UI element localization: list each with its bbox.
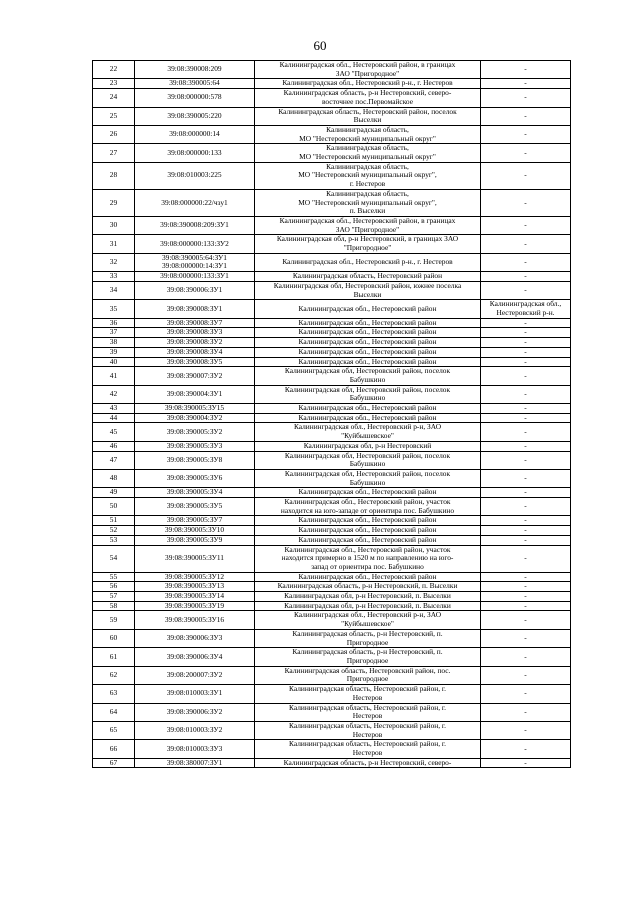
address-cell: Калининградская обл., Нестеровский район xyxy=(255,413,481,423)
note-cell: - xyxy=(481,235,571,253)
note-cell: - xyxy=(481,272,571,282)
address-cell: Калининградская обл., Нестеровский р-н, ЗАО "Куйбышевское" xyxy=(255,611,481,629)
address-cell: Калининградская область, Нестеровский район, г. Нестеров xyxy=(255,703,481,721)
cadastral-number-cell: 39:08:390004:ЗУ2 xyxy=(135,413,255,423)
table-row xyxy=(93,488,571,498)
note-cell: - xyxy=(481,498,571,516)
address-cell: Калининградская обл, Нестеровский район, поселок Бабушкино xyxy=(255,451,481,469)
row-number-cell: 36 xyxy=(93,318,135,328)
table-row xyxy=(93,162,571,189)
table-row xyxy=(93,423,571,441)
cadastral-number-cell: 39:08:390005:64:ЗУ1 39:08:000000:14:ЗУ1 xyxy=(135,253,255,271)
address-cell: Калининградская обл, р-н Нестеровский, п. Выселки xyxy=(255,592,481,602)
note-cell: - xyxy=(481,423,571,441)
table-row xyxy=(93,281,571,299)
note-cell: - xyxy=(481,758,571,768)
cadastral-number-cell: 39:08:390004:ЗУ1 xyxy=(135,385,255,403)
address-cell: Калининградская обл, р-н Нестеровский xyxy=(255,441,481,451)
cadastral-number-cell: 39:08:200007:ЗУ2 xyxy=(135,666,255,684)
row-number-cell: 51 xyxy=(93,516,135,526)
row-number-cell: 29 xyxy=(93,189,135,216)
note-cell: - xyxy=(481,526,571,536)
cadastral-number-cell: 39:08:390005:64 xyxy=(135,79,255,89)
cadastral-number-cell: 39:08:390005:ЗУ16 xyxy=(135,611,255,629)
table-row xyxy=(93,328,571,338)
note-cell: - xyxy=(481,61,571,79)
cadastral-number-cell: 39:08:390006:ЗУ3 xyxy=(135,629,255,647)
note-cell: - xyxy=(481,703,571,721)
address-cell: Калининградская обл, Нестеровский район, южнее поселка Выселки xyxy=(255,281,481,299)
row-number-cell: 24 xyxy=(93,89,135,107)
cadastral-number-cell: 39:08:390005:ЗУ11 xyxy=(135,545,255,572)
row-number-cell: 43 xyxy=(93,404,135,414)
table-row xyxy=(93,572,571,582)
table-row xyxy=(93,666,571,684)
cadastral-number-cell: 39:08:000000:578 xyxy=(135,89,255,107)
cadastral-number-cell: 39:08:390005:ЗУ10 xyxy=(135,526,255,536)
address-cell: Калининградская обл., Нестеровский р-н., г. Нестеров xyxy=(255,79,481,89)
note-cell: - xyxy=(481,367,571,385)
row-number-cell: 59 xyxy=(93,611,135,629)
table-row xyxy=(93,61,571,79)
row-number-cell: 60 xyxy=(93,629,135,647)
table-row xyxy=(93,545,571,572)
cadastral-number-cell: 39:08:390008:209:ЗУ1 xyxy=(135,216,255,234)
note-cell: - xyxy=(481,488,571,498)
table-row xyxy=(93,338,571,348)
row-number-cell: 54 xyxy=(93,545,135,572)
cadastral-number-cell: 39:08:390005:ЗУ2 xyxy=(135,423,255,441)
note-cell: - xyxy=(481,338,571,348)
address-cell: Калининградская обл., Нестеровский район, в границах ЗАО "Пригородное" xyxy=(255,61,481,79)
table-row xyxy=(93,272,571,282)
row-number-cell: 62 xyxy=(93,666,135,684)
row-number-cell: 53 xyxy=(93,535,135,545)
address-cell: Калининградская область, МО "Нестеровский муниципальный округ" xyxy=(255,144,481,162)
note-cell: - xyxy=(481,601,571,611)
cadastral-number-cell: 39:08:390006:ЗУ4 xyxy=(135,648,255,666)
row-number-cell: 44 xyxy=(93,413,135,423)
row-number-cell: 63 xyxy=(93,685,135,703)
note-cell: - xyxy=(481,144,571,162)
row-number-cell: 66 xyxy=(93,740,135,758)
table-row xyxy=(93,611,571,629)
table-row xyxy=(93,582,571,592)
note-cell: - xyxy=(481,413,571,423)
table-row xyxy=(93,451,571,469)
cadastral-number-cell: 39:08:390008:ЗУ2 xyxy=(135,338,255,348)
row-number-cell: 22 xyxy=(93,61,135,79)
row-number-cell: 48 xyxy=(93,469,135,487)
note-cell: - xyxy=(481,404,571,414)
land-plot-table xyxy=(92,60,571,768)
row-number-cell: 26 xyxy=(93,125,135,143)
table-row xyxy=(93,413,571,423)
note-cell: - xyxy=(481,582,571,592)
address-cell: Калининградская обл, р-н Нестеровский, п. Выселки xyxy=(255,601,481,611)
cadastral-number-cell: 39:08:390005:ЗУ12 xyxy=(135,572,255,582)
cadastral-number-cell: 39:08:390005:220 xyxy=(135,107,255,125)
note-cell: - xyxy=(481,441,571,451)
address-cell: Калининградская обл., Нестеровский район, участок находится примерно в 1520 м по направлению на юго- запад от ориентира пос. Бабушкино xyxy=(255,545,481,572)
address-cell: Калининградская область, р-н Нестеровский, северо- восточнее пос.Первомайское xyxy=(255,89,481,107)
cadastral-number-cell: 39:08:390005:ЗУ7 xyxy=(135,516,255,526)
row-number-cell: 64 xyxy=(93,703,135,721)
cadastral-number-cell: 39:08:390005:ЗУ19 xyxy=(135,601,255,611)
table-row xyxy=(93,703,571,721)
address-cell: Калининградская обл., Нестеровский район xyxy=(255,300,481,318)
row-number-cell: 25 xyxy=(93,107,135,125)
row-number-cell: 67 xyxy=(93,758,135,768)
cadastral-number-cell: 39:08:000000:22/чзу1 xyxy=(135,189,255,216)
note-cell: - xyxy=(481,572,571,582)
address-cell: Калининградская обл., Нестеровский район xyxy=(255,328,481,338)
row-number-cell: 34 xyxy=(93,281,135,299)
address-cell: Калининградская обл., Нестеровский район xyxy=(255,338,481,348)
table-row xyxy=(93,721,571,739)
table-row xyxy=(93,300,571,318)
table-row xyxy=(93,318,571,328)
row-number-cell: 27 xyxy=(93,144,135,162)
note-cell: - xyxy=(481,347,571,357)
note-cell: - xyxy=(481,535,571,545)
row-number-cell: 57 xyxy=(93,592,135,602)
cadastral-number-cell: 39:08:010003:ЗУ1 xyxy=(135,685,255,703)
page-number: 60 xyxy=(313,38,327,53)
table-row xyxy=(93,89,571,107)
cadastral-number-cell: 39:08:390005:ЗУ4 xyxy=(135,488,255,498)
table-body xyxy=(93,61,571,768)
row-number-cell: 45 xyxy=(93,423,135,441)
address-cell: Калининградская обл, Нестеровский район, поселок Бабушкино xyxy=(255,385,481,403)
table-row xyxy=(93,216,571,234)
cadastral-number-cell: 39:08:390006:ЗУ2 xyxy=(135,703,255,721)
address-cell: Калининградская обл., Нестеровский район, в границах ЗАО "Пригородное" xyxy=(255,216,481,234)
row-number-cell: 42 xyxy=(93,385,135,403)
address-cell: Калининградская область, р-н Нестеровский, п. Выселки xyxy=(255,582,481,592)
address-cell: Калининградская обл., Нестеровский район xyxy=(255,572,481,582)
table-row xyxy=(93,516,571,526)
cadastral-number-cell: 39:08:390008:ЗУ5 xyxy=(135,357,255,367)
note-cell: - xyxy=(481,629,571,647)
note-cell: - xyxy=(481,107,571,125)
cadastral-number-cell: 39:08:390005:ЗУ6 xyxy=(135,469,255,487)
note-cell: - xyxy=(481,253,571,271)
address-cell: Калининградская обл., Нестеровский район xyxy=(255,347,481,357)
address-cell: Калининградская обл., Нестеровский район xyxy=(255,535,481,545)
address-cell: Калининградская обл, р-н Нестеровский, в границах ЗАО "Пригородное" xyxy=(255,235,481,253)
table-row xyxy=(93,441,571,451)
table-row xyxy=(93,629,571,647)
table-row xyxy=(93,535,571,545)
row-number-cell: 49 xyxy=(93,488,135,498)
address-cell: Калининградская область, МО "Нестеровский муниципальный округ", г. Нестеров xyxy=(255,162,481,189)
note-cell: - xyxy=(481,216,571,234)
cadastral-number-cell: 39:08:390005:ЗУ3 xyxy=(135,441,255,451)
table-row xyxy=(93,758,571,768)
address-cell: Калининградская область, МО "Нестеровский муниципальный округ" xyxy=(255,125,481,143)
table-row xyxy=(93,347,571,357)
note-cell: - xyxy=(481,721,571,739)
table-row xyxy=(93,601,571,611)
cadastral-number-cell: 39:08:390005:ЗУ9 xyxy=(135,535,255,545)
row-number-cell: 30 xyxy=(93,216,135,234)
cadastral-number-cell: 39:08:000000:14 xyxy=(135,125,255,143)
row-number-cell: 55 xyxy=(93,572,135,582)
note-cell: - xyxy=(481,740,571,758)
table-row xyxy=(93,740,571,758)
row-number-cell: 47 xyxy=(93,451,135,469)
table-row xyxy=(93,125,571,143)
note-cell: - xyxy=(481,451,571,469)
row-number-cell: 58 xyxy=(93,601,135,611)
address-cell: Калининградская область, Нестеровский район, пос. Пригородное xyxy=(255,666,481,684)
row-number-cell: 38 xyxy=(93,338,135,348)
cadastral-number-cell: 39:08:390005:ЗУ15 xyxy=(135,404,255,414)
row-number-cell: 65 xyxy=(93,721,135,739)
table-row xyxy=(93,592,571,602)
row-number-cell: 52 xyxy=(93,526,135,536)
row-number-cell: 32 xyxy=(93,253,135,271)
table-row xyxy=(93,469,571,487)
note-cell: Калининградская обл., Нестеровский р-н. xyxy=(481,300,571,318)
note-cell: - xyxy=(481,469,571,487)
note-cell: - xyxy=(481,545,571,572)
row-number-cell: 33 xyxy=(93,272,135,282)
address-cell: Калининградская область, р-н Нестеровский, северо- xyxy=(255,758,481,768)
table-row xyxy=(93,79,571,89)
address-cell: Калининградская область, МО "Нестеровский муниципальный округ", п. Выселки xyxy=(255,189,481,216)
address-cell: Калининградская область, Нестеровский район, г. Нестеров xyxy=(255,740,481,758)
cadastral-number-cell: 39:08:390005:ЗУ8 xyxy=(135,451,255,469)
note-cell: - xyxy=(481,162,571,189)
table-row xyxy=(93,648,571,666)
row-number-cell: 61 xyxy=(93,648,135,666)
table-row xyxy=(93,404,571,414)
cadastral-number-cell: 39:08:390006:ЗУ1 xyxy=(135,281,255,299)
note-cell: - xyxy=(481,385,571,403)
address-cell: Калининградская обл., Нестеровский район xyxy=(255,526,481,536)
note-cell: - xyxy=(481,516,571,526)
cadastral-number-cell: 39:08:390008:ЗУ3 xyxy=(135,328,255,338)
note-cell: - xyxy=(481,357,571,367)
address-cell: Калининградская область, Нестеровский район xyxy=(255,272,481,282)
cadastral-number-cell: 39:08:390008:ЗУ7 xyxy=(135,318,255,328)
address-cell: Калининградская область, Нестеровский район, поселок Выселки xyxy=(255,107,481,125)
address-cell: Калининградская обл., Нестеровский р-н., г. Нестеров xyxy=(255,253,481,271)
address-cell: Калининградская обл., Нестеровский район, участок находится на юго-западе от ориентира пос. Бабушкино xyxy=(255,498,481,516)
table-row xyxy=(93,685,571,703)
note-cell: - xyxy=(481,79,571,89)
cadastral-number-cell: 39:08:390005:ЗУ13 xyxy=(135,582,255,592)
note-cell: - xyxy=(481,89,571,107)
row-number-cell: 28 xyxy=(93,162,135,189)
note-cell: - xyxy=(481,318,571,328)
cadastral-number-cell: 39:08:390007:ЗУ2 xyxy=(135,367,255,385)
row-number-cell: 39 xyxy=(93,347,135,357)
address-cell: Калининградская обл., Нестеровский район xyxy=(255,357,481,367)
row-number-cell: 56 xyxy=(93,582,135,592)
cadastral-number-cell: 39:08:010003:ЗУ3 xyxy=(135,740,255,758)
cadastral-number-cell: 39:08:000000:133 xyxy=(135,144,255,162)
address-cell: Калининградская обл., Нестеровский район xyxy=(255,488,481,498)
cadastral-number-cell: 39:08:380007:ЗУ1 xyxy=(135,758,255,768)
cadastral-number-cell: 39:08:000000:133:ЗУ2 xyxy=(135,235,255,253)
row-number-cell: 35 xyxy=(93,300,135,318)
row-number-cell: 46 xyxy=(93,441,135,451)
row-number-cell: 40 xyxy=(93,357,135,367)
note-cell: - xyxy=(481,328,571,338)
table-row xyxy=(93,253,571,271)
note-cell: - xyxy=(481,281,571,299)
table-row xyxy=(93,235,571,253)
note-cell: - xyxy=(481,592,571,602)
cadastral-number-cell: 39:08:010003:ЗУ2 xyxy=(135,721,255,739)
table-row xyxy=(93,357,571,367)
address-cell: Калининградская обл., Нестеровский р-н, ЗАО "Куйбышевское" xyxy=(255,423,481,441)
address-cell: Калининградская обл., Нестеровский район xyxy=(255,516,481,526)
cadastral-number-cell: 39:08:000000:133:ЗУ1 xyxy=(135,272,255,282)
table-row xyxy=(93,189,571,216)
address-cell: Калининградская обл., Нестеровский район xyxy=(255,318,481,328)
row-number-cell: 41 xyxy=(93,367,135,385)
table-row xyxy=(93,498,571,516)
address-cell: Калининградская область, Нестеровский район, г. Нестеров xyxy=(255,721,481,739)
table-row xyxy=(93,144,571,162)
address-cell: Калининградская область, р-н Нестеровский, п. Пригородное xyxy=(255,629,481,647)
cadastral-number-cell: 39:08:390008:ЗУ4 xyxy=(135,347,255,357)
note-cell: - xyxy=(481,125,571,143)
address-cell: Калининградская обл, Нестеровский район, поселок Бабушкино xyxy=(255,469,481,487)
note-cell: - xyxy=(481,611,571,629)
note-cell: - xyxy=(481,666,571,684)
row-number-cell: 23 xyxy=(93,79,135,89)
row-number-cell: 37 xyxy=(93,328,135,338)
address-cell: Калининградская область, Нестеровский район, г. Нестеров xyxy=(255,685,481,703)
table-row xyxy=(93,107,571,125)
row-number-cell: 50 xyxy=(93,498,135,516)
address-cell: Калининградская обл, Нестеровский район, поселок Бабушкино xyxy=(255,367,481,385)
table-row xyxy=(93,385,571,403)
cadastral-number-cell: 39:08:390005:ЗУ14 xyxy=(135,592,255,602)
table-row xyxy=(93,367,571,385)
table-row xyxy=(93,526,571,536)
cadastral-number-cell: 39:08:390008:209 xyxy=(135,61,255,79)
address-cell: Калининградская обл., Нестеровский район xyxy=(255,404,481,414)
note-cell: - xyxy=(481,648,571,666)
cadastral-number-cell: 39:08:390005:ЗУ5 xyxy=(135,498,255,516)
cadastral-number-cell: 39:08:390008:ЗУ1 xyxy=(135,300,255,318)
note-cell: - xyxy=(481,189,571,216)
address-cell: Калининградская область, р-н Нестеровский, п. Пригородное xyxy=(255,648,481,666)
cadastral-number-cell: 39:08:010003:225 xyxy=(135,162,255,189)
row-number-cell: 31 xyxy=(93,235,135,253)
note-cell: - xyxy=(481,685,571,703)
